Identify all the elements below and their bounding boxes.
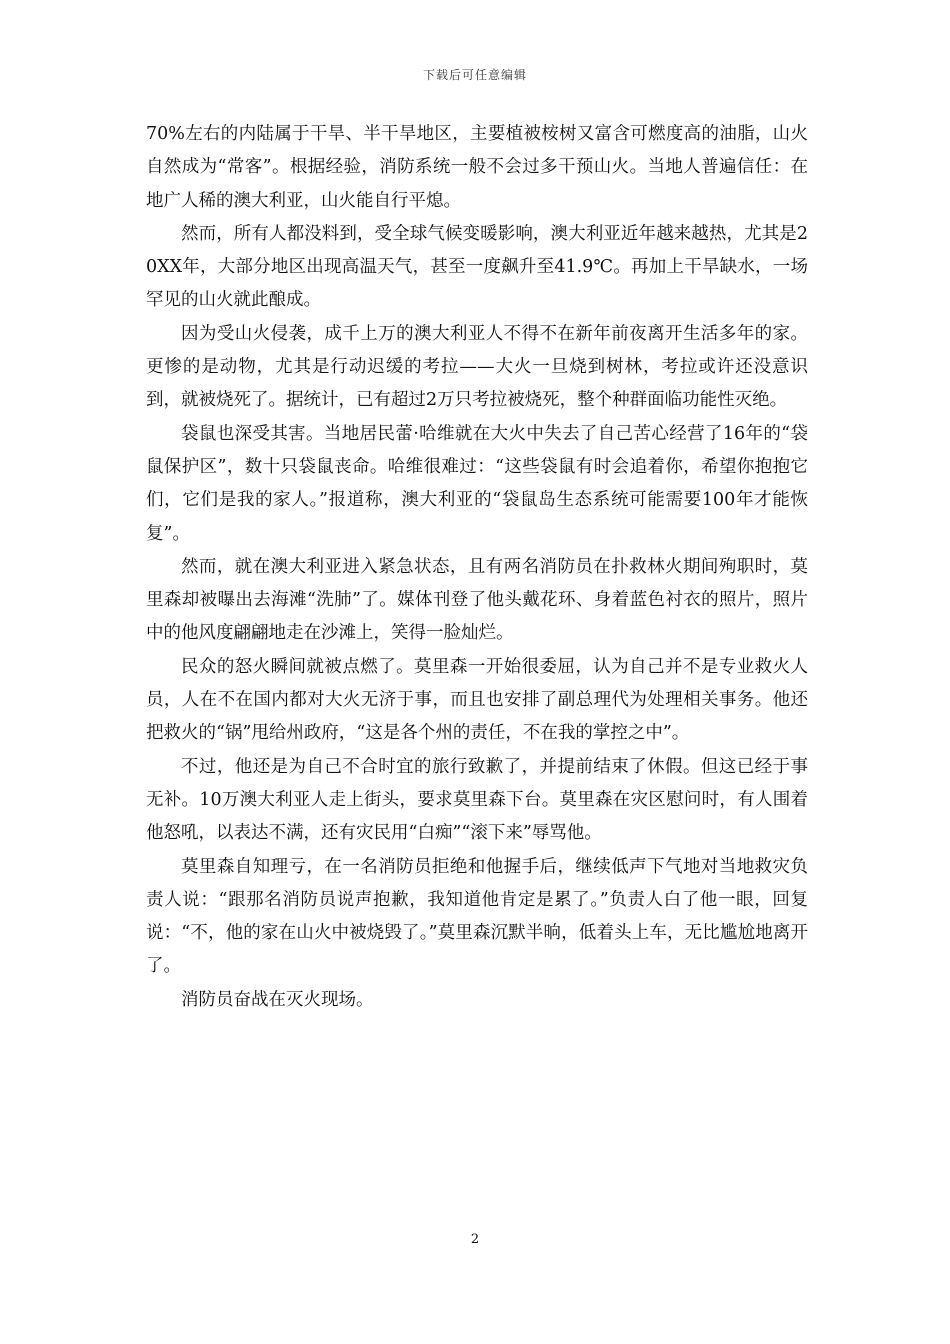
paragraph: 袋鼠也深受其害。当地居民蕾·哈维就在大火中失去了自己苦心经营了16年的“袋鼠保护区”，数十只袋鼠丧命。哈维很难过：“这些袋鼠有时会追着你，希望你抱抱它们，它们是我的家人。”报道称，澳大利亚的“袋鼠岛生态系统可能需要100年才能恢复”。 [146, 423, 808, 544]
paragraph-continuation: 70%左右的内陆属于干旱、半干旱地区，主要植被桉树又富含可燃度高的油脂，山火自然成为“常客”。根据经验，消防系统一般不会过多干预山火。当地人普遍信任：在地广人稀的澳大利亚，山火能自行平熄。 [146, 124, 808, 211]
paragraph: 然而，所有人都没料到，受全球气候变暖影响，澳大利亚近年越来越热，尤其是20XX年，大部分地区出现高温天气，甚至一度飙升至41.9℃。再加上干旱缺水，一场罕见的山火就此酿成。 [146, 223, 808, 311]
paragraph: 不过，他还是为自己不合时宜的旅行致歉了，并提前结束了休假。但这已经于事无补。10万澳大利亚人走上街头，要求莫里森下台。莫里森在灾区慰问时，有人围着他怒吼，以表达不满，还有灾民用“白痴”“滚下来”辱骂他。 [146, 756, 808, 844]
page-header: 下载后可任意编辑 [422, 68, 527, 82]
paragraph: 然而，就在澳大利亚进入紧急状态，且有两名消防员在扑救林火期间殉职时，莫里森却被曝出去海滩“洗肺”了。媒体刊登了他头戴花环、身着蓝色衬衣的照片，照片中的他风度翩翩地走在沙滩上，笑得一脸灿烂。 [146, 556, 808, 644]
paragraph: 因为受山火侵袭，成千上万的澳大利亚人不得不在新年前夜离开生活多年的家。更惨的是动物，尤其是行动迟缓的考拉——大火一旦烧到树林，考拉或许还没意识到，就被烧死了。据统计，已有超过2万只考拉被烧死，整个种群面临功能性灭绝。 [146, 323, 808, 411]
paragraph: 莫里森自知理亏，在一名消防员拒绝和他握手后，继续低声下气地对当地救灾负责人说：“跟那名消防员说声抱歉，我知道他肯定是累了。”负责人白了他一眼，回复说：“不，他的家在山火中被烧毁了。”莫里森沉默半晌，低着头上车，无比尴尬地离开了。 [146, 856, 808, 977]
paragraph: 民众的怒火瞬间就被点燃了。莫里森一开始很委屈，认为自己并不是专业救火人员，人在不在国内都对大火无济于事，而且也安排了副总理代为处理相关事务。他还把救火的“锅”甩给州政府，“这是各个州的责任，不在我的掌控之中”。 [146, 656, 808, 744]
paragraph: 消防员奋战在灭火现场。 [181, 989, 374, 1010]
page-number: 2 [470, 1232, 480, 1247]
document-body [146, 118, 808, 1017]
